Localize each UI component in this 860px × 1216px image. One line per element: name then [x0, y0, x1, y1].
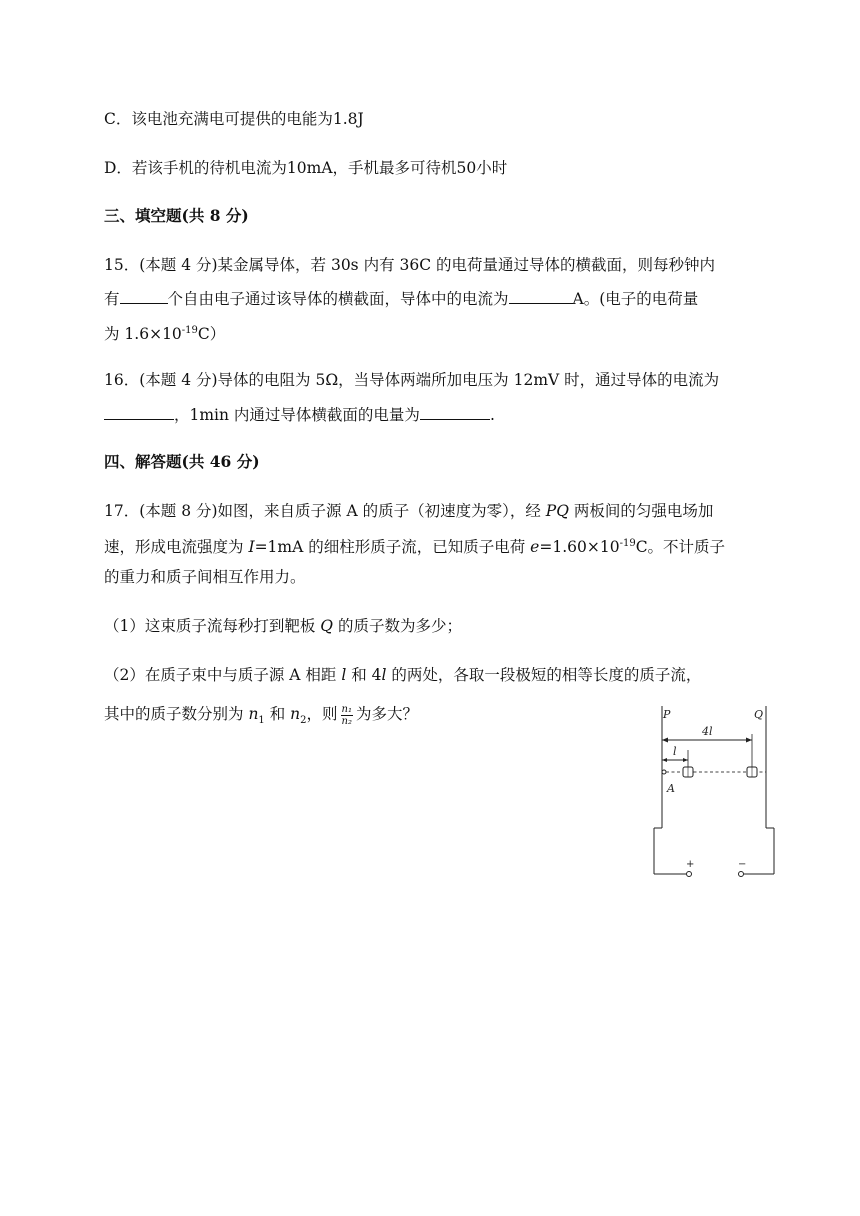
dim-4l-arrow-left [662, 738, 668, 743]
dim-l-arrow-left [662, 758, 667, 762]
q17-n2: n [290, 705, 301, 723]
q15-blank-2[interactable] [509, 287, 573, 304]
label-minus: − [738, 859, 747, 870]
q16-line1 [104, 369, 719, 392]
label-l: l [673, 745, 677, 758]
q17-line1 [104, 500, 713, 522]
option-c: C．该电池充满电可提供的电能为1.8J [104, 110, 364, 128]
q16-blank-2[interactable] [420, 403, 490, 420]
q17-text-e: =1.60×10 [539, 538, 620, 557]
section-4-title: 四、解答题(共 46 分) [104, 452, 260, 471]
q17-line2 [104, 533, 725, 558]
q17-n1-sub: 1 [258, 715, 265, 727]
q15-line2 [104, 287, 698, 310]
q15-text-b: 个自由电子通过该导体的横截面，导体中的电流为 [167, 290, 509, 308]
q15-line3 [104, 320, 225, 345]
q17-and: 和 [264, 705, 291, 723]
q17-sub2-l2: l [381, 666, 387, 684]
proton-beam-diagram [646, 704, 782, 880]
q17-line3: 的重力和质子间相互作用力。 [104, 568, 306, 586]
q15-text-a: 有 [104, 290, 120, 308]
q17-e: e [530, 538, 540, 557]
q17-n2-sub: 2 [300, 715, 307, 727]
q16-text-a: 16．(本题 4 分)导体的电阻为 5Ω，当导体两端所加电压为 12mV 时，通过导体的电流为 [104, 371, 720, 389]
q17-sub1-b: 的质子数为多少； [333, 617, 462, 635]
q17-sub1 [104, 615, 462, 637]
q17-pq: PQ [545, 502, 569, 520]
label-q: Q [754, 708, 764, 721]
q15-line1: 15．(本题 4 分)某金属导体，若 30s 内有 36C 的电荷量通过导体的横截面，则每秒钟内 [104, 256, 716, 274]
label-plus: + [686, 859, 695, 870]
dim-l-arrow-right [683, 758, 688, 762]
q17-then: ，则 [306, 705, 338, 723]
q16-line2 [104, 403, 495, 426]
label-a: A [667, 782, 675, 795]
q17-sub2-line1 [104, 664, 701, 686]
q17-sub2-line2 [104, 703, 418, 732]
q15-exponent: -19 [181, 325, 198, 336]
label-p: P [663, 708, 671, 721]
q17-end: 为多大？ [355, 705, 418, 723]
q16-text-c: . [489, 406, 495, 424]
q17-text-a: 17．(本题 8 分)如图，来自质子源 A 的质子（初速度为零），经 [104, 502, 546, 520]
dim-4l-arrow-right [746, 738, 752, 743]
q17-n1: n [248, 705, 259, 723]
q17-text-c: 速，形成电流强度为 [104, 538, 249, 557]
q17-text-d: =1mA 的细柱形质子流，已知质子电荷 [254, 538, 531, 557]
section-3-title: 三、填空题(共 8 分) [104, 206, 249, 225]
q15-text-d: 为 1.6×10 [104, 325, 182, 344]
q17-sub1-q: Q [320, 617, 334, 635]
label-4l: 4l [702, 725, 713, 738]
terminal-minus [739, 872, 744, 877]
q17-text-b: 两板间的匀强电场加 [568, 502, 714, 520]
q15-text-e: C） [197, 325, 226, 344]
q17-sub2-a: （2）在质子束中与质子源 A 相距 [104, 666, 342, 684]
ratio-fraction [341, 704, 353, 727]
q15-blank-1[interactable] [120, 287, 168, 304]
q17-sub2-c: 的两处，各取一段极短的相等长度的质子流， [386, 666, 702, 684]
terminal-plus [687, 872, 692, 877]
option-d: D．若该手机的待机电流为10mA，手机最多可待机50小时 [104, 159, 508, 177]
q17-sub2-l: l [341, 666, 347, 684]
q15-text-c: A。(电子的电荷量 [572, 290, 699, 308]
q17-sub1-a: （1）这束质子流每秒打到靶板 [104, 617, 321, 635]
q17-exponent: -19 [619, 538, 636, 549]
q16-text-b: ，1min 内通过导体横截面的电量为 [174, 406, 420, 424]
q17-text-f: C。不计质子 [635, 538, 726, 557]
fraction-numerator: n₁ [341, 703, 352, 715]
q17-sub2-b: 和 4 [346, 666, 382, 684]
proton-source [662, 770, 666, 774]
q17-i: I [248, 538, 255, 557]
q16-blank-1[interactable] [104, 403, 174, 420]
q17-sub2-d: 其中的质子数分别为 [104, 705, 249, 723]
fraction-denominator: n₂ [341, 715, 352, 727]
